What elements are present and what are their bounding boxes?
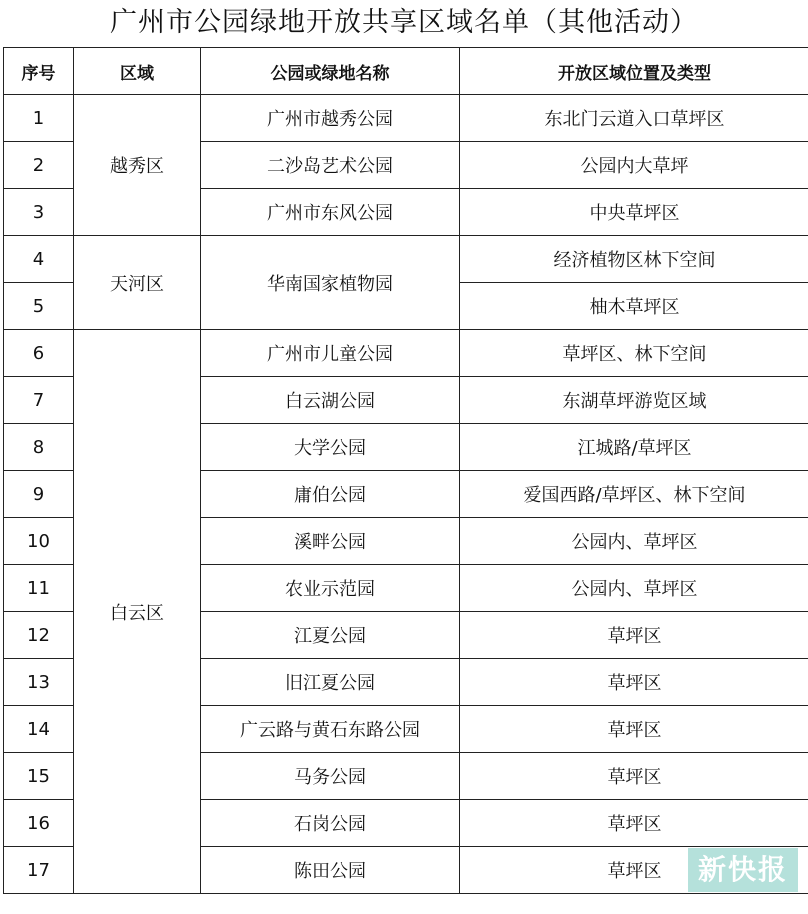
header-park: 公园或绿地名称 (201, 48, 460, 95)
header-area: 开放区域位置及类型 (460, 48, 808, 95)
cell-district: 白云区 (74, 330, 201, 894)
cell-park: 白云湖公园 (201, 377, 460, 424)
cell-park: 二沙岛艺术公园 (201, 142, 460, 189)
cell-area: 草坪区、林下空间 (460, 330, 808, 377)
cell-seq: 14 (4, 706, 74, 753)
cell-park: 旧江夏公园 (201, 659, 460, 706)
cell-seq: 17 (4, 847, 74, 894)
cell-park: 溪畔公园 (201, 518, 460, 565)
cell-area: 江城路/草坪区 (460, 424, 808, 471)
cell-area: 公园内大草坪 (460, 142, 808, 189)
header-seq: 序号 (4, 48, 74, 95)
cell-area: 草坪区 (460, 800, 808, 847)
cell-seq: 11 (4, 565, 74, 612)
cell-park: 大学公园 (201, 424, 460, 471)
cell-area: 中央草坪区 (460, 189, 808, 236)
cell-park: 马务公园 (201, 753, 460, 800)
cell-area: 东北门云道入口草坪区 (460, 95, 808, 142)
cell-area: 公园内、草坪区 (460, 565, 808, 612)
cell-park: 华南国家植物园 (201, 236, 460, 330)
cell-area: 经济植物区林下空间 (460, 236, 808, 283)
cell-park: 广州市东风公园 (201, 189, 460, 236)
cell-seq: 12 (4, 612, 74, 659)
cell-park: 农业示范园 (201, 565, 460, 612)
cell-seq: 3 (4, 189, 74, 236)
cell-park: 广州市儿童公园 (201, 330, 460, 377)
header-district: 区域 (74, 48, 201, 95)
table-header-row (4, 48, 808, 95)
cell-park: 江夏公园 (201, 612, 460, 659)
cell-seq: 13 (4, 659, 74, 706)
cell-seq: 4 (4, 236, 74, 283)
cell-seq: 9 (4, 471, 74, 518)
table-row (4, 330, 808, 377)
cell-seq: 16 (4, 800, 74, 847)
parks-table (3, 47, 808, 894)
table-row (4, 95, 808, 142)
cell-park: 广云路与黄石东路公园 (201, 706, 460, 753)
cell-district: 天河区 (74, 236, 201, 330)
cell-park: 广州市越秀公园 (201, 95, 460, 142)
cell-district: 越秀区 (74, 95, 201, 236)
cell-seq: 1 (4, 95, 74, 142)
cell-seq: 2 (4, 142, 74, 189)
cell-seq: 8 (4, 424, 74, 471)
cell-seq: 5 (4, 283, 74, 330)
cell-area: 草坪区 (460, 706, 808, 753)
table-row (4, 236, 808, 283)
cell-park: 陈田公园 (201, 847, 460, 894)
cell-park: 庸伯公园 (201, 471, 460, 518)
cell-park: 石岗公园 (201, 800, 460, 847)
watermark-logo: 新快报 (688, 848, 798, 892)
cell-area: 爱国西路/草坪区、林下空间 (460, 471, 808, 518)
cell-seq: 10 (4, 518, 74, 565)
cell-area: 草坪区 (460, 847, 808, 894)
cell-area: 草坪区 (460, 753, 808, 800)
cell-area: 东湖草坪游览区域 (460, 377, 808, 424)
cell-seq: 7 (4, 377, 74, 424)
cell-area: 草坪区 (460, 612, 808, 659)
cell-seq: 15 (4, 753, 74, 800)
cell-area: 公园内、草坪区 (460, 518, 808, 565)
cell-area: 柚木草坪区 (460, 283, 808, 330)
page-title: 广州市公园绿地开放共享区域名单（其他活动） (110, 7, 698, 38)
cell-area: 草坪区 (460, 659, 808, 706)
cell-seq: 6 (4, 330, 74, 377)
